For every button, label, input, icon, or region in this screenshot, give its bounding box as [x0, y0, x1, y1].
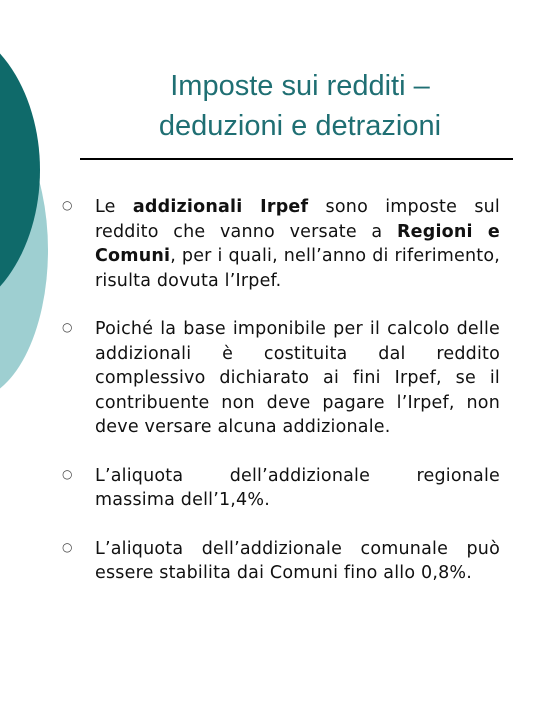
hollow-circle-bullet-icon: ○	[62, 539, 73, 554]
bullet-list	[62, 195, 500, 610]
bullet-text-segment: L’aliquota dell’addizionale regionale massima dell’1,4%.	[95, 465, 500, 510]
bullet-text-segment: Poiché la base imponibile per il calcolo delle addizionali è costituita dal reddito complessivo dichiarato ai fini Irpef, se il contribuente non deve pagare l’Irpef, non deve versare alcuna addizionale.	[95, 319, 500, 437]
bullet-item	[62, 537, 500, 586]
bullet-text-bold-segment: addizionali Irpef	[132, 197, 309, 217]
slide-title-line-2: deduzioni e detrazioni	[158, 110, 442, 142]
hollow-circle-bullet-icon: ○	[62, 320, 73, 334]
bullet-text	[95, 195, 500, 293]
bullet-text	[95, 317, 500, 440]
light-teal-arc-shape	[0, 100, 48, 400]
hollow-circle-bullet-icon: ○	[62, 466, 73, 481]
dark-teal-arc-shape	[0, 20, 40, 320]
bullet-item	[62, 195, 500, 293]
bullet-text-segment: sono imposte sul reddito che vanno versate a	[95, 197, 500, 242]
bullet-item	[62, 464, 500, 513]
slide-title	[80, 66, 520, 146]
bullet-text-segment: Le	[95, 197, 133, 217]
bullet-text-segment: L’aliquota dell’addizionale comunale può essere stabilita dai Comuni fino allo 0,8%.	[95, 538, 500, 583]
hollow-circle-bullet-icon: ○	[62, 198, 73, 212]
title-underline	[80, 158, 513, 160]
bullet-text-segment: , per i quali, nell’anno di riferimento, risulta dovuta l’Irpef.	[95, 246, 500, 291]
slide-title-line-1: Imposte sui redditi –	[170, 70, 430, 102]
bullet-text	[95, 537, 500, 586]
bullet-text	[95, 464, 500, 513]
bullet-text-bold-segment: Regioni e Comuni	[95, 221, 500, 266]
bullet-item	[62, 317, 500, 440]
